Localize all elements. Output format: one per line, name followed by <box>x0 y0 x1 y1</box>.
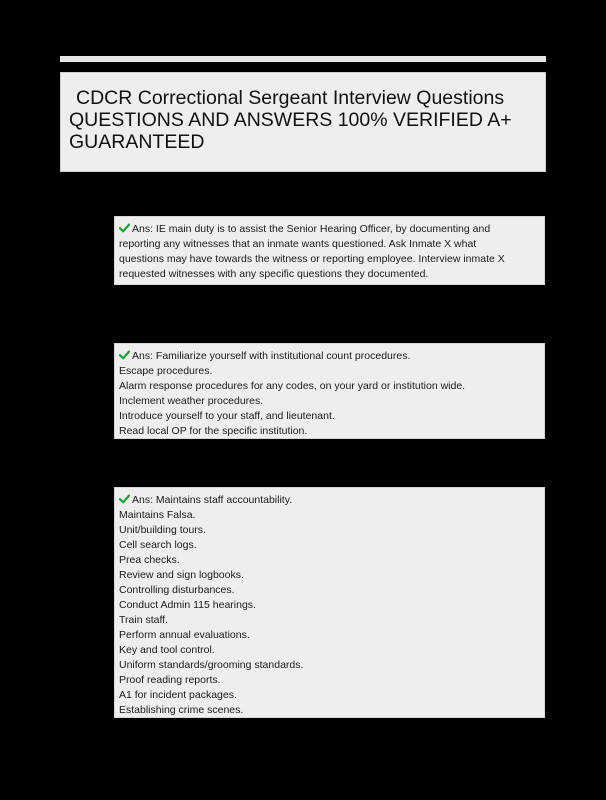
answer-3-line-6: Review and sign logbooks. <box>119 569 244 581</box>
answer-3-line-7: Controlling disturbances. <box>119 584 235 596</box>
answer-2-line-2: Escape procedures. <box>119 365 213 377</box>
answer-3-line-1 <box>119 493 540 508</box>
answer-1-text: Ans: IE main duty is to assist the Senior Hearing Officer, by documenting and <box>132 223 491 235</box>
answer-3-line-3: Unit/building tours. <box>119 524 206 536</box>
answer-2-line-1 <box>119 349 540 364</box>
checkmark-icon <box>119 350 130 360</box>
answer-3-line-10: Perform annual evaluations. <box>119 629 250 641</box>
answer-box-3 <box>114 487 545 718</box>
answer-3-line-13: Proof reading reports. <box>119 674 221 686</box>
document-title-line-3: GUARANTEED <box>69 131 205 153</box>
answer-3-line-12: Uniform standards/grooming standards. <box>119 659 304 671</box>
answer-box-2 <box>114 343 545 439</box>
answer-3-line-15: Establishing crime scenes. <box>119 704 244 716</box>
answer-3-line-4: Cell search logs. <box>119 539 197 551</box>
checkmark-icon <box>119 494 130 504</box>
answer-3-line-2: Maintains Falsa. <box>119 509 196 521</box>
answer-1-line-1 <box>119 222 540 237</box>
answer-1-line-3: questions may have towards the witness or reporting employee. Interview inmate X <box>119 253 505 265</box>
answer-2-line-3: Alarm response procedures for any codes, on your yard or institution wide. <box>119 380 466 392</box>
answer-3-line-9: Train staff. <box>119 614 169 626</box>
answer-3-line-8: Conduct Admin 115 hearings. <box>119 599 256 611</box>
answer-1-line-4: requested witnesses with any specific questions they documented. <box>119 268 429 280</box>
answer-2-line-5: Introduce yourself to your staff, and lieutenant. <box>119 410 335 422</box>
answer-2-line-4: Inclement weather procedures. <box>119 395 264 407</box>
answer-box-1 <box>114 216 545 285</box>
answer-3-line-11: Key and tool control. <box>119 644 215 656</box>
answer-3-line-14: A1 for incident packages. <box>119 689 237 701</box>
checkmark-icon <box>119 223 130 233</box>
answer-3-line-5: Prea checks. <box>119 554 180 566</box>
title-box <box>60 72 546 172</box>
answer-2-line-6: Read local OP for the specific institution. <box>119 425 308 437</box>
top-divider <box>60 56 546 62</box>
document-title-line-1: CDCR Correctional Sergeant Interview Questions <box>76 87 505 109</box>
document-title-line-2: QUESTIONS AND ANSWERS 100% VERIFIED A+ <box>69 109 512 131</box>
answer-1-line-2: reporting any witnesses that an inmate wants questioned. Ask Inmate X what <box>119 238 477 250</box>
answer-2-text: Ans: Familiarize yourself with institutional count procedures. <box>132 350 411 362</box>
answer-3-text: Ans: Maintains staff accountability. <box>132 494 293 506</box>
